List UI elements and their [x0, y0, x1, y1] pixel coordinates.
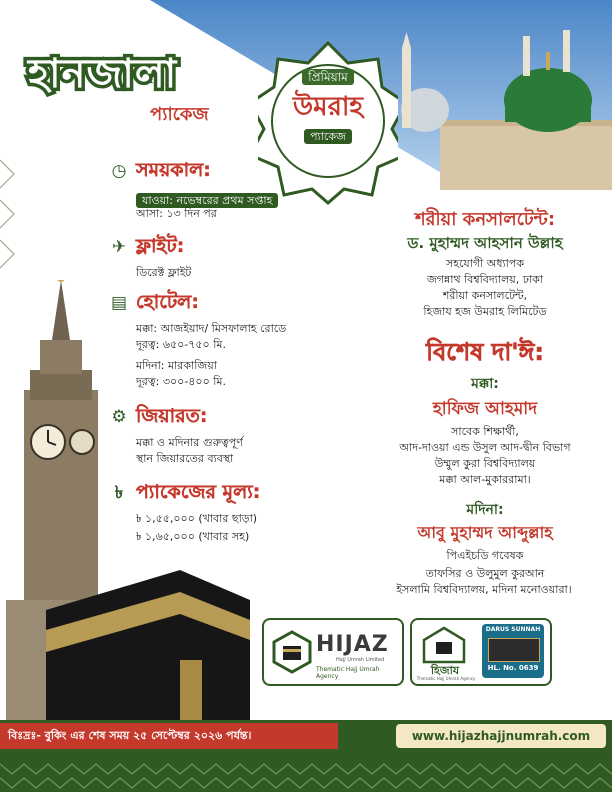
taka-icon: ৳	[114, 483, 124, 503]
ziyarah-line: স্থান জিয়ারতের ব্যবস্থা	[136, 452, 234, 465]
hijaz-bangla-name: হিজায	[430, 664, 460, 677]
makkah-name: হাফিজ আহমাদ	[432, 399, 538, 419]
consultant-name: ড. মুহাম্মদ আহসান উল্লাহ	[407, 234, 563, 252]
madinah-name: আবু মুহাম্মদ আব্দুল্লাহ	[417, 523, 553, 542]
brand-title: হানজালা	[28, 51, 178, 97]
duration-heading: সময়কাল:	[136, 159, 211, 181]
duration-departure: যাওয়া: নভেম্বরের প্রথম সপ্তাহ	[136, 193, 278, 208]
darus-sunnah-logo	[482, 624, 544, 678]
brand-subtitle: প্যাকেজ	[150, 104, 209, 125]
partner-logos-box	[410, 618, 552, 686]
madinah-line: ইসলামি বিশ্ববিদ্যালয়, মদিনা মনোওয়ারা।	[396, 583, 572, 596]
kaaba-icon	[488, 638, 540, 662]
makkah-line: উম্মুল কুরা বিশ্ববিদ্যালয়	[434, 457, 536, 470]
madinah-line: পিএইচডি গবেষক	[446, 549, 524, 562]
hotel-line: মক্কা: আজইয়াদ/ মিসফালাহ রোডে	[136, 322, 287, 335]
consultant-line: হিজায হজ উমরাহ লিমিটেড	[423, 305, 547, 318]
makkah-line: মক্কা আল-মুকাররামা।	[439, 473, 531, 486]
hijaz-logo-icon	[272, 630, 312, 674]
darus-sunnah-name: DARUS SUNNAH	[485, 626, 541, 633]
hijaz-logo-box	[262, 618, 404, 686]
ziyarah-line: মক্কা ও মদিনার গুরুত্বপূর্ণ	[136, 436, 243, 449]
hotel-line: দূরত্ব: ৩০০-৪০০ মি.	[136, 375, 226, 388]
consultant-line: শরীয়া কনসালটেন্ট,	[442, 289, 528, 302]
hijaz-name: HIJAZ	[316, 632, 389, 657]
hijaz-bangla-icon	[420, 626, 468, 664]
flight-heading: ফ্লাইট:	[136, 235, 185, 257]
hijaz-tagline: Thematic Hajj Umrah Agency	[316, 666, 380, 680]
hotel-icon: ▤	[110, 293, 128, 313]
hijaz-bangla-tagline: Thematic Hajj Umrah Agency	[416, 676, 476, 681]
madinah-label: মদিনা:	[466, 502, 504, 518]
special-heading: বিশেষ দা'ঈ:	[426, 338, 544, 366]
price-line: ৳ ১,৫৫,০০০ (খাবার ছাড়া)	[136, 512, 258, 525]
hijaz-small: Hajj Umrah Limited	[336, 657, 385, 663]
hotel-heading: হোটেল:	[136, 291, 199, 313]
madinah-line: তাফসির ও উলুমুল কুরআন	[425, 567, 545, 580]
badge-umrah: উমরাহ	[292, 92, 364, 122]
makkah-line: আদ-দাওয়া এন্ড উসুল আদ-দ্বীন বিভাগ	[399, 441, 571, 454]
price-heading: প্যাকেজের মূল্য:	[136, 481, 261, 503]
badge-premium: প্রিমিয়াম	[302, 69, 354, 85]
consultant-line: জগন্নাথ বিশ্ববিদ্যালয়, ঢাকা	[426, 273, 544, 286]
clock-tower-kaaba-image	[0, 280, 260, 720]
booking-notice: বিঃদ্রঃ- বুকিং এর শেষ সময় ২৫ সেপ্টেম্বর ২০২৬ পর্যন্ত।	[0, 723, 338, 749]
price-line: ৳ ১,৬৫,০০০ (খাবার সহ)	[136, 530, 250, 543]
makkah-line: সাবেক শিক্ষার্থী,	[451, 425, 519, 438]
duration-return: আসা: ১৩ দিন পর	[136, 207, 217, 220]
pattern-decoration	[0, 150, 30, 270]
makkah-label: মক্কা:	[471, 376, 499, 392]
consultant-line: সহযোগী অধ্যাপক	[445, 257, 525, 270]
footer-pattern	[0, 754, 612, 792]
hl-number: HL. No. 0639	[487, 664, 539, 672]
hotel-line: দূরত্ব: ৬৫০-৭৫০ মি.	[136, 338, 226, 351]
flight-line: ডিরেক্ট ফ্লাইট	[136, 266, 192, 279]
ziyarah-heading: জিয়ারত:	[136, 405, 208, 427]
hotel-line: মদিনা: মারকাজিয়া	[136, 359, 217, 372]
badge-package: প্যাকেজ	[304, 129, 352, 144]
clock-icon: ◷	[111, 161, 127, 181]
website-link[interactable]: www.hijazhajjnumrah.com	[396, 724, 606, 748]
pilgrim-icon: ⚙	[111, 407, 127, 427]
consultant-heading: শরীয়া কনসালটেন্ট:	[414, 209, 556, 230]
airplane-icon: ✈	[111, 237, 127, 257]
